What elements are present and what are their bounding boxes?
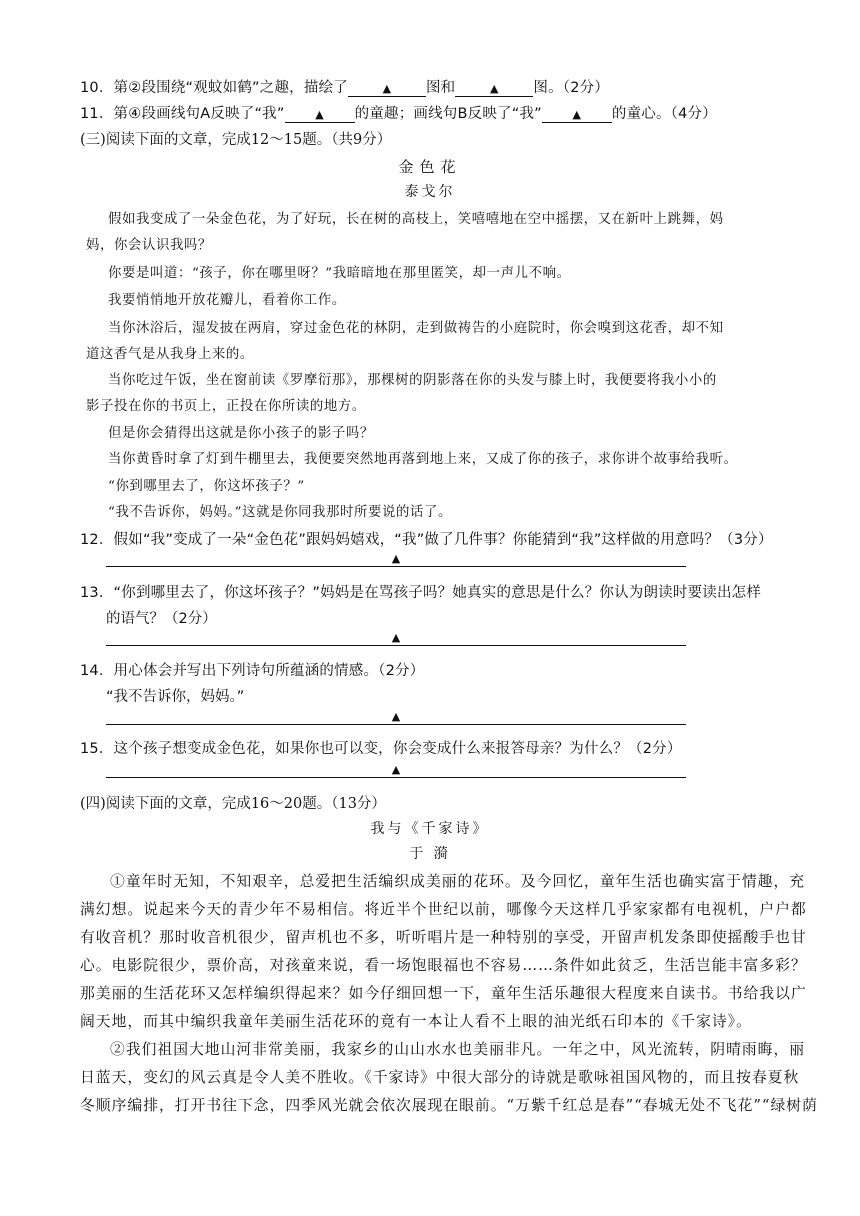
question-11-text-c: 的童心。（4分） <box>611 106 717 122</box>
answer-blank[interactable]: ▲ <box>542 108 612 123</box>
article-2-line: 阔天地，而其中编织我童年美丽生活花环的竟有一本让人看不上眼的油光纸石印本的《千家诗》。 <box>80 1013 752 1030</box>
question-14-quote: “我不告诉你，妈妈。” <box>106 689 245 705</box>
article-2-line: ②我们祖国大地山河非常美丽，我家乡的山山水水也美丽非凡。一年之中，风光流转，阴晴雨晦，丽 <box>110 1041 806 1058</box>
answer-line[interactable]: ▲ <box>106 552 686 567</box>
article-2-line: ①童年时无知，不知艰辛，总爱把生活编织成美丽的花环。及今回忆，童年生活也确实富于情趣，充 <box>110 873 806 890</box>
article-1-line: “你到哪里去了，你这坏孩子？” <box>108 479 305 494</box>
question-10-text-b: 图和 <box>425 80 456 96</box>
article-1-title: 金色花 <box>398 158 462 176</box>
answer-blank[interactable]: ▲ <box>348 82 426 97</box>
article-2-line: 有收音机？那时收音机很少，留声机也不多，听听唱片是一种特别的享受，开留声机发条即使摇酸手也甘 <box>80 929 807 946</box>
article-1-line: 假如我变成了一朵金色花，为了好玩，长在树的高枝上，笑嘻嘻地在空中摇摆，又在新叶上跳舞，妈 <box>108 212 724 227</box>
article-2-line: 满幻想。说起来今天的青少年不易相信。将近半个世纪以前，哪像今天这样几乎家家都有电视机，户户都 <box>80 901 807 918</box>
article-2-title: 我与《千家诗》 <box>370 821 490 837</box>
article-1-line: “我不告诉你，妈妈。”这就是你同我那时所要说的话了。 <box>108 505 452 520</box>
question-11 <box>80 102 717 123</box>
article-1-line: 当你沐浴后，湿发披在两肩，穿过金色花的林阴，走到做祷告的小庭院时，你会嗅到这花香，却不知 <box>108 321 724 336</box>
question-13-cont: 的语气？（2分） <box>106 611 217 627</box>
article-2-line: 心。电影院很少，票价高，对孩童来说，看一场饱眼福也不容易……条件如此贫乏，生活岂能丰富多彩？ <box>80 957 807 974</box>
article-1-line: 当你黄昏时拿了灯到牛棚里去，我便要突然地再落到地上来，又成了你的孩子，求你讲个故事给我听。 <box>108 452 738 467</box>
question-11-text-b: 的童趣；画线句B反映了“我” <box>354 106 542 122</box>
question-15: 15．这个孩子想变成金色花，如果你也可以变，你会变成什么来报答母亲？为什么？（2分） <box>80 741 682 757</box>
article-1-line: 当你吃过午饭，坐在窗前读《罗摩衍那》，那棵树的阴影落在你的头发与膝上时，我便要将我小小的 <box>108 373 717 388</box>
article-1-line: 但是你会猜得出这就是你小孩子的影子吗？ <box>108 426 374 441</box>
article-1-line: 道这香气是从我身上来的。 <box>86 347 254 362</box>
question-10-text-c: 图。（2分） <box>533 80 610 96</box>
article-2-line: 日蓝天，变幻的风云真是令人美不胜收。《千家诗》中很大部分的诗就是歌咏祖国风物的，而且按春夏秋 <box>80 1069 800 1086</box>
question-13: 13．“你到哪里去了，你这坏孩子？”妈妈是在骂孩子吗？她真实的意思是什么？你认为朗读时要读出怎样 <box>80 585 762 601</box>
answer-line[interactable]: ▲ <box>106 631 686 646</box>
article-1-line: 影子投在你的书页上，正投在你所读的地方。 <box>86 399 366 414</box>
answer-line[interactable]: ▲ <box>106 763 686 778</box>
question-14: 14．用心体会并写出下列诗句所蕴涵的情感。（2分） <box>80 663 425 679</box>
article-2-author: 于 漪 <box>409 846 451 862</box>
section-4-heading: (四)阅读下面的文章，完成16～20题。（13分） <box>80 796 386 812</box>
article-2-line: 那美丽的生活花环又怎样编织得起来？如今仔细回想一下，童年生活乐趣很大程度来自读书。书给我以广 <box>80 985 807 1002</box>
answer-line[interactable]: ▲ <box>106 710 686 725</box>
article-1-author: 泰戈尔 <box>404 184 456 200</box>
answer-blank[interactable]: ▲ <box>285 108 355 123</box>
article-1-line: 我要悄悄地开放花瓣儿，看着你工作。 <box>108 293 346 308</box>
answer-blank[interactable]: ▲ <box>455 82 533 97</box>
section-3-heading: (三)阅读下面的文章，完成12～15题。（共9分） <box>80 132 392 148</box>
question-10 <box>80 76 609 97</box>
article-2-line: 冬顺序编排，打开书往下念，四季风光就会依次展现在眼前。“万紫千红总是春”“春城无处不飞花”“绿树荫 <box>80 1097 818 1114</box>
question-10-text-a: 10．第②段围绕“观蚊如鹤”之趣，描绘了 <box>80 80 348 96</box>
article-1-line: 妈，你会认识我吗？ <box>86 238 212 253</box>
article-1-line: 你要是叫道：“孩子，你在哪里呀？”我暗暗地在那里匿笑，却一声儿不响。 <box>108 266 571 281</box>
question-12: 12．假如“我”变成了一朵“金色花”跟妈妈嬉戏，“我”做了几件事？你能猜到“我”这样做的用意吗？（3分） <box>80 532 773 548</box>
question-11-text-a: 11．第④段画线句A反映了“我” <box>80 106 285 122</box>
